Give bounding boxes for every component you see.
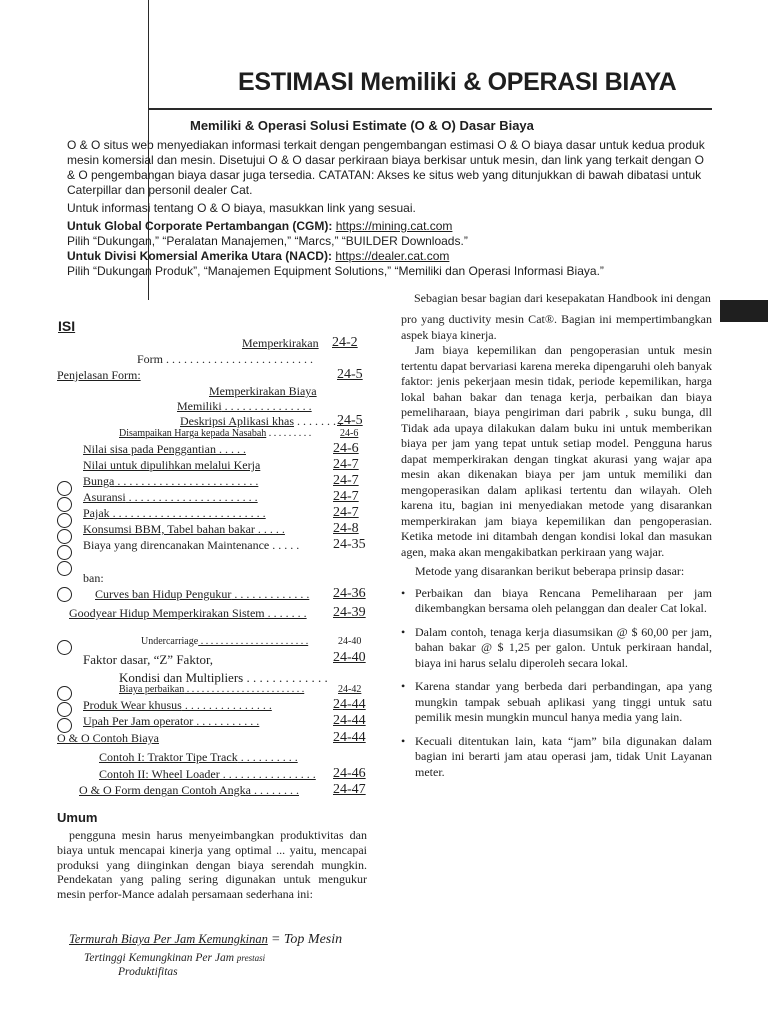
toc-row[interactable]: Goodyear Hidup Memperkirakan Sistem . . . . . . . [69, 606, 307, 620]
toc-row[interactable]: Form . . . . . . . . . . . . . . . . . . . . . . . . . [137, 352, 314, 366]
margin-circle-icon [57, 640, 72, 655]
title-rule [148, 108, 712, 110]
toc-row[interactable]: Nilai untuk dipulihkan melalui Kerja [83, 458, 261, 472]
toc-page: 24-6 [340, 428, 359, 439]
page-title: ESTIMASI Memiliki & OPERASI BIAYA [238, 68, 677, 96]
toc-page: 24-7 [333, 505, 359, 520]
intro-paragraph: O & O situs web menyediakan informasi terkait dengan pengembangan estimasi O & O biaya dasar untuk kedua produk mesin komersial dan mesin. Disetujui O & O dasar perkiraan biaya berkisar untuk mesin, dan link yang terkait dengan O & O pengembangan biaya dasar juga tersedia. CATATAN: Akses ke situs web yang ditunjukkan di bawah dibatasi untuk Caterpillar dan personil dealer Cat. [67, 138, 705, 197]
toc-page: 24-42 [338, 684, 362, 695]
list-item: • Kecuali ditentukan lain, kata “jam” bila digunakan dalam bagian ini berarti jam atau operasi jam, tidak Unit Layanan meter. [401, 734, 712, 781]
cgm-label: Untuk Global Corporate Pertambangan (CGM): [67, 219, 333, 233]
toc-row[interactable]: Penjelasan Form: [57, 368, 141, 382]
toc-row[interactable]: Nilai sisa pada Penggantian . . . . . [83, 442, 246, 456]
list-item: • Karena standar yang berbeda dari perbandingan, apa yang mungkin tampak sebuah aplikasi yang tinggi untuk satu pemilik mesin mungkin muncul hanya media yang lain. [401, 679, 712, 726]
toc-page: 24-44 [333, 697, 366, 712]
equation-denominator: Tertinggi Kemungkinan Per Jam prestasi [84, 952, 266, 964]
margin-circle-icon [57, 497, 72, 512]
margin-circle-icon [57, 561, 72, 576]
toc-page: 24-2 [332, 335, 358, 350]
section-tab-marker [720, 300, 768, 322]
toc-row[interactable]: O & O Form dengan Contoh Angka . . . . . . . . [79, 783, 299, 797]
toc-row[interactable]: Bunga . . . . . . . . . . . . . . . . . . . . . . . . [83, 474, 259, 488]
nacd-link[interactable]: https://dealer.cat.com [335, 249, 450, 263]
toc-row[interactable]: Upah Per Jam operator . . . . . . . . . . . [83, 714, 260, 728]
toc-page: 24-6 [333, 441, 359, 456]
toc-row[interactable]: Konsumsi BBM, Tabel bahan bakar . . . . . [83, 522, 285, 536]
toc-row[interactable]: Deskripsi Aplikasi khas . . . . . . . . [180, 414, 342, 428]
toc-page: 24-5 [337, 413, 363, 428]
toc-page: 24-40 [338, 636, 362, 647]
toc-row[interactable]: Memperkirakan [242, 336, 319, 350]
right-column-overflow-line: Sebagian besar bagian dari kesepakatan Handbook ini dengan [414, 291, 711, 305]
toc-row[interactable]: Memperkirakan Biaya [209, 384, 317, 398]
right-paragraph: Jam biaya kepemilikan dan pengoperasian untuk mesin tertentu dapat bervariasi karena mereka dipengaruhi oleh banyak faktor: jenis pekerjaan mesin tidak, periode kepemilikan, harga lokal bahan bakar dan tenaga kerja, perbaikan dan biaya pemeliharaan, biaya pengiriman dari pabrik , suku bunga, dll Tidak ada upaya dilakukan dalam buku ini untuk memberikan biaya per jam yang tepat untuk setiap model. Pengguna harus dapat memperkirakan dengan tingkat akurasi yang wajar apa mesin akan dikenakan biaya per jam untuk memiliki dan mengoperasikan dalam aplikasi tertentu dan wilayah. Oleh karena itu, bagian ini menyediakan metode yang disarankan memperkirakan jam biaya kepemilikan dan pengoperasian. Ketika metode ini ditambah dengan kondisi lokal dan masukan agen, maka akan mengakibatkan perkiraan yang wajar. [401, 343, 712, 559]
margin-circle-icon [57, 513, 72, 528]
right-intro: pro yang ductivity mesin Cat®. Bagian ini mempertimbangkan aspek biaya kinerja. [401, 312, 712, 342]
list-item: • Dalam contoh, tenaga kerja diasumsikan @ $ 60,00 per jam, bahan bakar @ $ 1,25 per galon. Untuk perkiraan handal, biaya ini harus selalu diperoleh secara lokal. [401, 625, 712, 672]
margin-circle-icon [57, 481, 72, 496]
toc-page: 24-8 [333, 521, 359, 536]
toc-row[interactable]: Memiliki . . . . . . . . . . . . . . . [177, 399, 312, 413]
toc-page: 24-44 [333, 730, 366, 745]
toc-page: 24-39 [333, 605, 366, 620]
toc-row[interactable]: Contoh I: Traktor Tipe Track . . . . . . . . . . [99, 750, 298, 764]
toc-row[interactable]: Disampaikan Harga kepada Nasabah . . . . . . . . . [119, 428, 312, 439]
toc-page: 24-35 [333, 537, 366, 552]
toc-row[interactable]: Curves ban Hidup Pengukur . . . . . . . . . . . . . [95, 587, 310, 601]
toc-page: 24-36 [333, 586, 366, 601]
intro-block [67, 138, 713, 279]
margin-circle-icon [57, 529, 72, 544]
margin-circle-icon [57, 587, 72, 602]
toc-row[interactable]: ban: [83, 571, 104, 585]
toc-page: 24-7 [333, 473, 359, 488]
toc-row[interactable]: Contoh II: Wheel Loader . . . . . . . . . . . . . . . . [99, 767, 316, 781]
toc-row[interactable]: Biaya perbaikan . . . . . . . . . . . . . . . . . . . . . . . . [119, 684, 305, 695]
nacd-instruction: Pilih “Dukungan Produk”, “Manajemen Equipment Solutions,” “Memiliki dan Operasi Informasi Biaya.” [67, 264, 604, 278]
margin-circle-icon [57, 686, 72, 701]
toc-row[interactable]: Kondisi dan Multipliers . . . . . . . . . . . . . [119, 670, 328, 685]
toc-heading: ISI [58, 318, 76, 334]
toc-page: 24-7 [333, 489, 359, 504]
margin-circle-icon [57, 702, 72, 717]
toc-row[interactable]: Pajak . . . . . . . . . . . . . . . . . . . . . . . . . . [83, 506, 266, 520]
margin-circle-icon [57, 718, 72, 733]
intro-instruction: Untuk informasi tentang O & O biaya, masukkan link yang sesuai. [67, 201, 416, 215]
toc-row[interactable]: Biaya yang direncanakan Maintenance . . . . . [83, 538, 300, 552]
cgm-instruction: Pilih “Dukungan,” “Peralatan Manajemen,” “Marcs,” “BUILDER Downloads.” [67, 234, 468, 248]
toc-row[interactable]: Undercarriage . . . . . . . . . . . . . . . . . . . . . . [141, 636, 309, 647]
toc-page: 24-44 [333, 713, 366, 728]
toc-row[interactable]: Faktor dasar, “Z” Faktor, [83, 652, 213, 667]
equation-productivity: Produktifitas [118, 966, 178, 978]
right-column [401, 292, 712, 788]
umum-paragraph: pengguna mesin harus menyeimbangkan produktivitas dan biaya untuk mencapai kinerja yang optimal ... yaitu, mencapai produksi yang diinginkan dengan biaya serendah mungkin. Pendekatan yang paling sering digunakan untuk mengukur mesin perfor-Mance adalah persamaan sederhana ini: [57, 828, 367, 902]
principles-list [401, 586, 712, 781]
toc-page: 24-5 [337, 367, 363, 382]
right-methods-intro: Metode yang disarankan berikut beberapa prinsip dasar: [415, 564, 685, 578]
toc-row[interactable]: Produk Wear khusus . . . . . . . . . . . . . . . [83, 698, 272, 712]
section-subtitle: Memiliki & Operasi Solusi Estimate (O & O) Dasar Biaya [190, 118, 534, 133]
margin-circle-icon [57, 545, 72, 560]
cgm-link[interactable]: https://mining.cat.com [335, 219, 453, 233]
toc-page: 24-40 [333, 650, 366, 665]
equation-line: Termurah Biaya Per Jam Kemungkinan = Top Mesin [69, 932, 343, 947]
toc-page: 24-46 [333, 766, 366, 781]
list-item: • Perbaikan dan biaya Rencana Pemeliharaan per jam dikembangkan bersama oleh pelanggan dan dealer Cat lokal. [401, 586, 712, 617]
toc-row[interactable]: O & O Contoh Biaya [57, 731, 159, 745]
nacd-label: Untuk Divisi Komersial Amerika Utara (NACD): [67, 249, 332, 263]
section-heading-umum: Umum [57, 810, 98, 825]
toc-page: 24-7 [333, 457, 359, 472]
toc-row[interactable]: Asuransi . . . . . . . . . . . . . . . . . . . . . . [83, 490, 258, 504]
toc-page: 24-47 [333, 782, 366, 797]
